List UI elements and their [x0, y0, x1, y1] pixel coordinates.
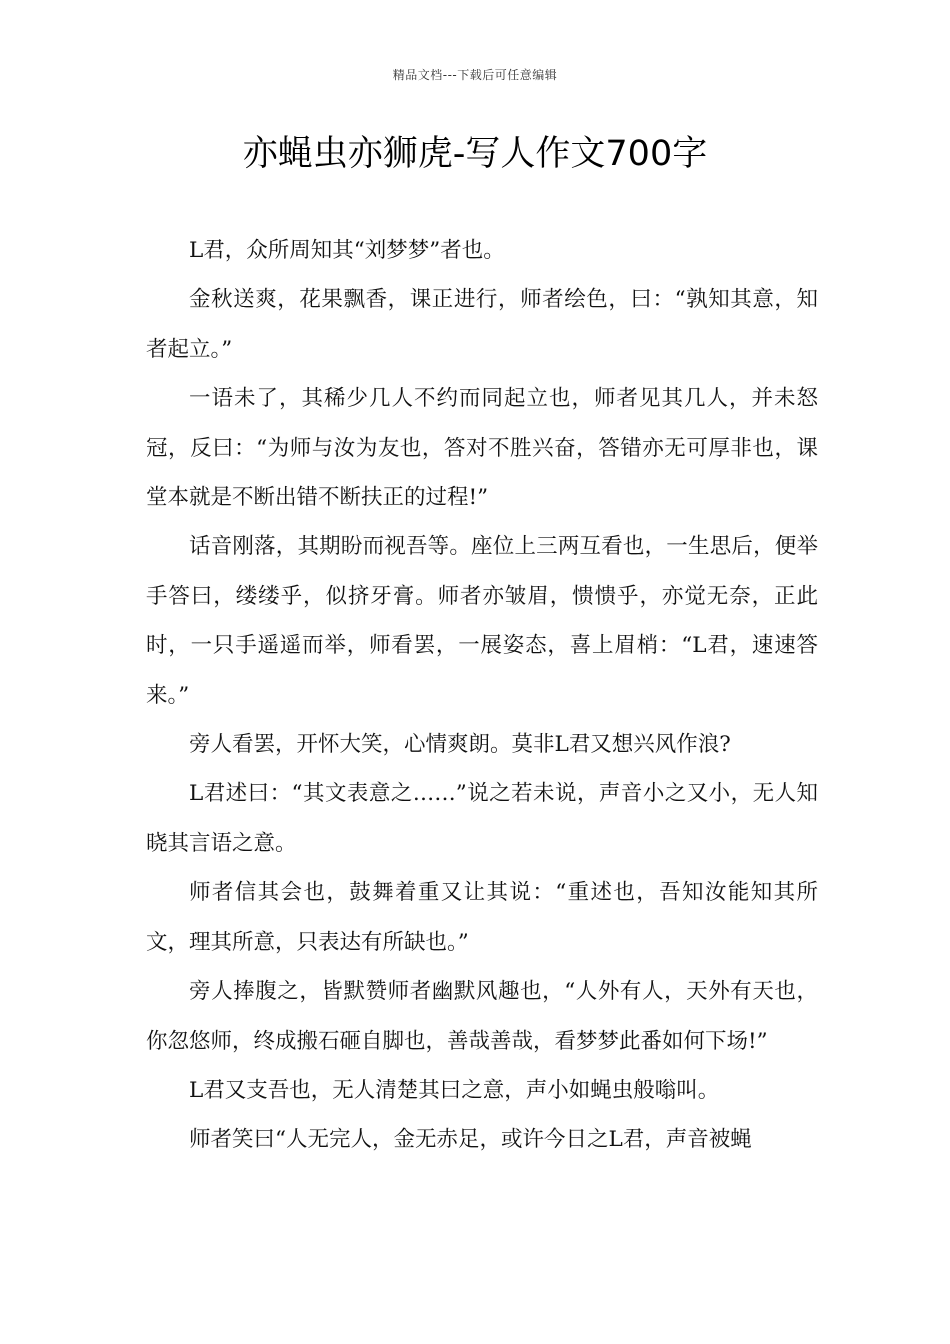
article-body	[146, 226, 818, 1165]
header-note: 精品文档---下载后可任意编辑	[392, 68, 558, 82]
paragraph: 话音刚落，其期盼而视吾等。座位上三两互看也，一生思后，便举手答曰，缕缕乎，似挤牙膏。师者亦皱眉，愦愦乎，亦觉无奈，正此时，一只手遥遥而举，师看罢，一展姿态，喜上眉梢：“L君，速速答来。”	[146, 534, 818, 708]
paragraph: L君，众所周知其“刘梦梦”者也。	[189, 238, 505, 263]
paragraph: 旁人看罢，开怀大笑，心情爽朗。莫非L君又想兴风作浪?	[189, 732, 731, 758]
paragraph: L君述曰：“其文表意之……”说之若未说，声音小之又小，无人知晓其言语之意。	[146, 781, 818, 856]
paragraph: 一语未了，其稀少几人不约而同起立也，师者见其几人，并未怒冠，反曰：“为师与汝为友也，答对不胜兴奋，答错亦无可厚非也，课堂本就是不断出错不断扶正的过程!”	[146, 386, 818, 511]
paragraph: 金秋送爽，花果飘香，课正进行，师者绘色，曰：“孰知其意，知者起立。”	[146, 287, 818, 362]
page-title: 亦蝇虫亦狮虎-写人作文700字	[242, 134, 708, 174]
paragraph: L君又支吾也，无人清楚其曰之意，声小如蝇虫般嗡叫。	[189, 1077, 720, 1103]
paragraph: 旁人捧腹之，皆默赞师者幽默风趣也，“人外有人，天外有天也，你忽悠师，终成搬石砸自脚也，善哉善哉，看梦梦此番如何下场!”	[146, 979, 818, 1054]
paragraph: 师者信其会也，鼓舞着重又让其说：“重述也，吾知汝能知其所文，理其所意，只表达有所缺也。”	[146, 880, 818, 955]
paragraph: 师者笑曰“人无完人，金无赤足，或许今日之L君，声音被蝇	[189, 1127, 752, 1153]
